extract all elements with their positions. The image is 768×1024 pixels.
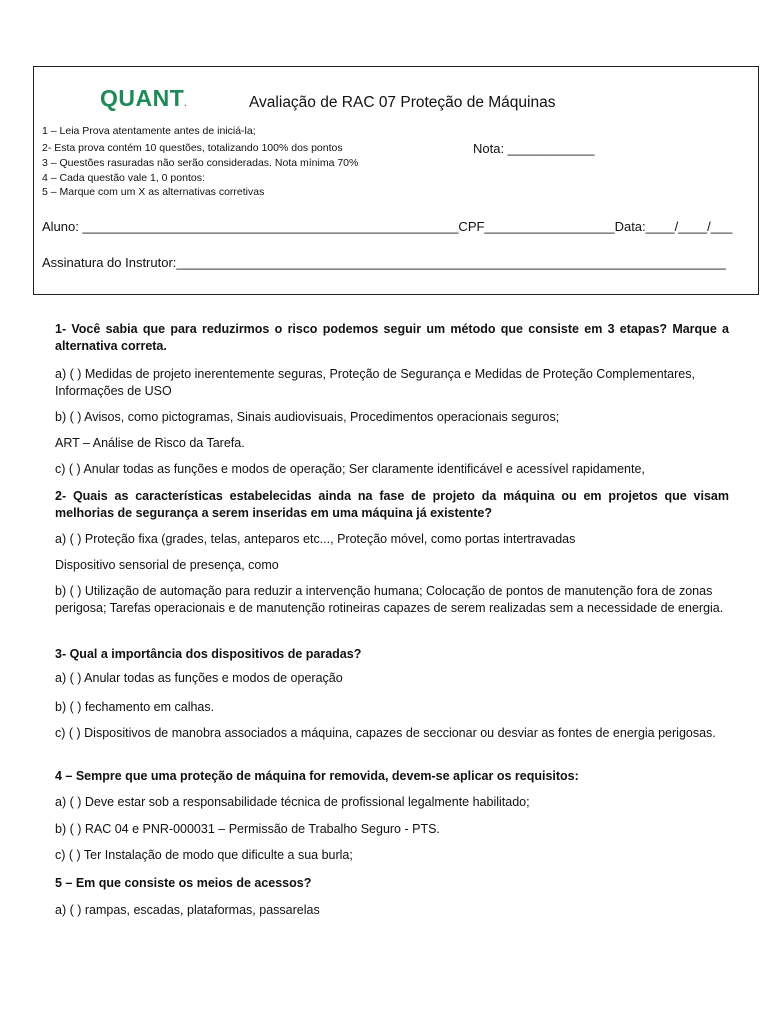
question-1-title: 1- Você sabia que para reduzirmos o risco podemos seguir um método que consiste em 3 etapas? Marque a alternativa correta. (55, 322, 729, 353)
rule-3: 3 – Questões rasuradas não serão consideradas. Nota mínima 70% (42, 157, 359, 169)
instructor-signature-line[interactable]: Assinatura do Instrutor:____________________________________________________________________________ (42, 255, 726, 270)
logo-text: QUANT (100, 85, 185, 111)
question-4-option-b[interactable]: b) ( ) RAC 04 e PNR-000031 – Permissão de Trabalho Seguro - PTS. (55, 822, 440, 836)
question-1-option-a[interactable]: a) ( ) Medidas de projeto inerentemente seguras, Proteção de Segurança e Medidas de Proteção Complementares, Informações de USO (55, 367, 695, 398)
rule-2: 2- Esta prova contém 10 questões, totalizando 100% dos pontos (42, 142, 343, 154)
question-2-option-a[interactable]: a) ( ) Proteção fixa (grades, telas, anteparos etc..., Proteção móvel, como portas intertravadas (55, 532, 576, 546)
nota-field[interactable]: Nota: ____________ (473, 141, 595, 156)
logo-mark: . (184, 99, 188, 108)
document-title: Avaliação de RAC 07 Proteção de Máquinas (249, 94, 556, 111)
question-5-option-a[interactable]: a) ( ) rampas, escadas, plataformas, passarelas (55, 903, 320, 917)
question-4-option-c[interactable]: c) ( ) Ter Instalação de modo que dificulte a sua burla; (55, 848, 353, 862)
rule-4: 4 – Cada questão vale 1, 0 pontos: (42, 172, 205, 184)
quant-logo (100, 85, 187, 112)
question-2-option-a-continued: Dispositivo sensorial de presença, como (55, 558, 279, 572)
rule-5: 5 – Marque com um X as alternativas corretivas (42, 186, 265, 198)
question-3-option-b[interactable]: b) ( ) fechamento em calhas. (55, 700, 215, 714)
question-3-option-a[interactable]: a) ( ) Anular todas as funções e modos de operação (55, 671, 343, 685)
question-5-title: 5 – Em que consiste os meios de acessos? (55, 876, 312, 890)
question-1-art-note: ART – Análise de Risco da Tarefa. (55, 436, 245, 450)
question-3-option-c[interactable]: c) ( ) Dispositivos de manobra associados a máquina, capazes de seccionar ou desviar as fontes de energia perigosas. (55, 726, 716, 740)
student-info-line[interactable]: Aluno: ____________________________________________________CPF__________________Data:____/____/___ (42, 219, 733, 234)
question-2-option-b[interactable]: b) ( ) Utilização de automação para reduzir a intervenção humana; Colocação de pontos de manutenção fora de zonas perigosa; Tarefas operacionais e de manutenção rotineiras capazes de serem realizadas sem a necessidade de energia. (55, 584, 724, 615)
question-3-title: 3- Qual a importância dos dispositivos de paradas? (55, 647, 362, 661)
question-4-option-a[interactable]: a) ( ) Deve estar sob a responsabilidade técnica de profissional legalmente habilitado; (55, 795, 530, 809)
question-4-title: 4 – Sempre que uma proteção de máquina for removida, devem-se aplicar os requisitos: (55, 769, 579, 783)
question-2-title: 2- Quais as características estabelecidas ainda na fase de projeto da máquina ou em projetos que visam melhorias de segurança a serem inseridas em uma máquina já existente? (55, 489, 729, 520)
question-1-option-c[interactable]: c) ( ) Anular todas as funções e modos de operação; Ser claramente identificável e acessível rapidamente, (55, 462, 645, 476)
rule-1: 1 – Leia Prova atentamente antes de iniciá-la; (42, 125, 256, 137)
question-1-option-b[interactable]: b) ( ) Avisos, como pictogramas, Sinais audiovisuais, Procedimentos operacionais seguros; (55, 410, 560, 424)
